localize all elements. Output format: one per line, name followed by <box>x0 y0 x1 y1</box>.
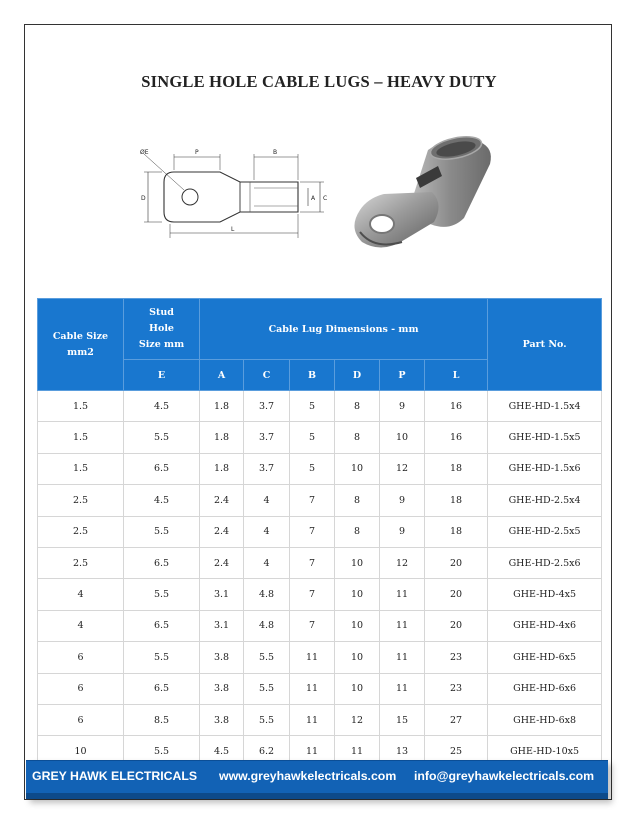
table-cell: 6.2 <box>244 736 290 767</box>
table-cell: 3.7 <box>244 453 290 484</box>
table-cell: 3.1 <box>200 579 244 610</box>
table-cell: 10 <box>335 547 380 578</box>
table-cell: 4 <box>244 547 290 578</box>
table-row <box>38 579 602 610</box>
table-cell: GHE-HD-2.5x6 <box>488 547 602 578</box>
table-cell: 10 <box>38 736 124 767</box>
header-col-c: C <box>244 360 290 391</box>
table-cell: 15 <box>380 704 425 735</box>
table-cell: 18 <box>425 453 488 484</box>
table-cell: 3.8 <box>200 673 244 704</box>
label-hole-diameter: ØE <box>140 149 149 156</box>
table-cell: 7 <box>290 610 335 641</box>
footer-website-link[interactable]: www.greyhawkelectricals.com <box>219 769 397 783</box>
table-cell: 4.5 <box>124 391 200 422</box>
table-cell: 9 <box>380 485 425 516</box>
table-cell: GHE-HD-10x5 <box>488 736 602 767</box>
table-cell: 11 <box>380 642 425 673</box>
table-cell: 2.5 <box>38 485 124 516</box>
table-cell: 5.5 <box>244 673 290 704</box>
table-cell: 23 <box>425 673 488 704</box>
table-cell: 1.8 <box>200 453 244 484</box>
table-cell: 10 <box>335 642 380 673</box>
table-cell: 11 <box>290 673 335 704</box>
table-cell: 7 <box>290 485 335 516</box>
table-cell: 10 <box>335 579 380 610</box>
table-cell: 12 <box>380 453 425 484</box>
table-cell: 4.5 <box>200 736 244 767</box>
table-cell: 11 <box>335 736 380 767</box>
table-cell: 4 <box>244 516 290 547</box>
table-cell: 5.5 <box>124 422 200 453</box>
table-cell: GHE-HD-6x6 <box>488 673 602 704</box>
table-cell: GHE-HD-6x5 <box>488 642 602 673</box>
table-cell: 18 <box>425 485 488 516</box>
table-cell: 6 <box>38 673 124 704</box>
table-row <box>38 516 602 547</box>
table-cell: 3.7 <box>244 422 290 453</box>
table-cell: GHE-HD-6x8 <box>488 704 602 735</box>
cable-lug-photo <box>340 132 500 252</box>
table-row <box>38 453 602 484</box>
table-cell: 11 <box>290 704 335 735</box>
table-cell: 4 <box>38 579 124 610</box>
table-cell: 2.4 <box>200 516 244 547</box>
header-col-a: A <box>200 360 244 391</box>
table-cell: 2.5 <box>38 547 124 578</box>
table-cell: 6.5 <box>124 673 200 704</box>
table-cell: 7 <box>290 579 335 610</box>
table-row <box>38 642 602 673</box>
table-cell: GHE-HD-2.5x5 <box>488 516 602 547</box>
table-cell: 11 <box>380 673 425 704</box>
header-col-b: B <box>290 360 335 391</box>
table-cell: 5.5 <box>244 704 290 735</box>
table-cell: 12 <box>335 704 380 735</box>
table-cell: 8 <box>335 485 380 516</box>
table-cell: 11 <box>380 610 425 641</box>
table-cell: 6.5 <box>124 453 200 484</box>
table-cell: 1.8 <box>200 422 244 453</box>
table-cell: 5 <box>290 453 335 484</box>
table-row <box>38 610 602 641</box>
header-col-p: P <box>380 360 425 391</box>
table-cell: 5.5 <box>124 642 200 673</box>
header-col-l: L <box>425 360 488 391</box>
footer-email-link[interactable]: info@greyhawkelectricals.com <box>414 769 595 783</box>
table-cell: 9 <box>380 516 425 547</box>
table-cell: 10 <box>335 453 380 484</box>
header-col-e: E <box>124 360 200 391</box>
table-cell: 20 <box>425 547 488 578</box>
table-cell: 1.8 <box>200 391 244 422</box>
table-cell: 8 <box>335 422 380 453</box>
label-a: A <box>311 195 316 202</box>
table-row <box>38 673 602 704</box>
label-l: L <box>231 226 235 233</box>
page-title: SINGLE HOLE CABLE LUGS – HEAVY DUTY <box>141 72 497 91</box>
table-cell: 10 <box>335 673 380 704</box>
table-cell: 5.5 <box>124 516 200 547</box>
footer-company: GREY HAWK ELECTRICALS <box>32 769 198 783</box>
table-row <box>38 422 602 453</box>
table-cell: 20 <box>425 579 488 610</box>
table-cell: GHE-HD-1.5x5 <box>488 422 602 453</box>
table-cell: GHE-HD-1.5x6 <box>488 453 602 484</box>
table-cell: 5.5 <box>124 579 200 610</box>
label-d: D <box>141 195 146 202</box>
table-cell: 6 <box>38 704 124 735</box>
lug-dimension-drawing <box>134 144 334 242</box>
table-cell: 13 <box>380 736 425 767</box>
table-cell: 11 <box>290 642 335 673</box>
table-cell: 25 <box>425 736 488 767</box>
label-p: P <box>195 149 199 156</box>
table-cell: 8 <box>335 516 380 547</box>
table-row <box>38 547 602 578</box>
table-cell: 4.8 <box>244 579 290 610</box>
table-cell: 3.8 <box>200 642 244 673</box>
header-stud-hole: Stud Hole Size mm <box>124 299 200 360</box>
table-cell: 7 <box>290 547 335 578</box>
table-cell: 2.4 <box>200 485 244 516</box>
table-cell: 16 <box>425 422 488 453</box>
table-cell: 1.5 <box>38 453 124 484</box>
table-cell: 4.8 <box>244 610 290 641</box>
table-cell: 1.5 <box>38 391 124 422</box>
header-cable-size: Cable Size mm2 <box>38 299 124 391</box>
table-cell: 3.1 <box>200 610 244 641</box>
table-cell: 1.5 <box>38 422 124 453</box>
table-cell: 3.8 <box>200 704 244 735</box>
table-cell: 27 <box>425 704 488 735</box>
table-cell: 5.5 <box>124 736 200 767</box>
table-cell: 20 <box>425 610 488 641</box>
table-cell: GHE-HD-4x6 <box>488 610 602 641</box>
table-cell: 11 <box>380 579 425 610</box>
table-cell: 5 <box>290 422 335 453</box>
table-cell: 5.5 <box>244 642 290 673</box>
table-row <box>38 391 602 422</box>
table-cell: 23 <box>425 642 488 673</box>
table-cell: 8.5 <box>124 704 200 735</box>
table-cell: 9 <box>380 391 425 422</box>
table-cell: 2.4 <box>200 547 244 578</box>
table-row <box>38 485 602 516</box>
table-cell: 4 <box>244 485 290 516</box>
table-cell: 8 <box>335 391 380 422</box>
header-dimensions: Cable Lug Dimensions - mm <box>200 299 488 360</box>
table-cell: 5 <box>290 391 335 422</box>
table-cell: 12 <box>380 547 425 578</box>
table-cell: 4.5 <box>124 485 200 516</box>
table-cell: GHE-HD-1.5x4 <box>488 391 602 422</box>
footer-bar <box>26 760 608 799</box>
header-part-no: Part No. <box>488 299 602 391</box>
table-cell: 6.5 <box>124 610 200 641</box>
table-cell: 16 <box>425 391 488 422</box>
label-b: B <box>273 149 278 156</box>
table-cell: 7 <box>290 516 335 547</box>
table-cell: 2.5 <box>38 516 124 547</box>
label-c: C <box>323 195 328 202</box>
table-cell: 6 <box>38 642 124 673</box>
table-cell: 10 <box>335 610 380 641</box>
table-row <box>38 704 602 735</box>
table-cell: 3.7 <box>244 391 290 422</box>
table-cell: GHE-HD-2.5x4 <box>488 485 602 516</box>
table-cell: 4 <box>38 610 124 641</box>
table-cell: 18 <box>425 516 488 547</box>
table-cell: 10 <box>380 422 425 453</box>
table-cell: 11 <box>290 736 335 767</box>
table-cell: 6.5 <box>124 547 200 578</box>
table-cell: GHE-HD-4x5 <box>488 579 602 610</box>
header-col-d: D <box>335 360 380 391</box>
cable-lug-table <box>37 298 602 768</box>
